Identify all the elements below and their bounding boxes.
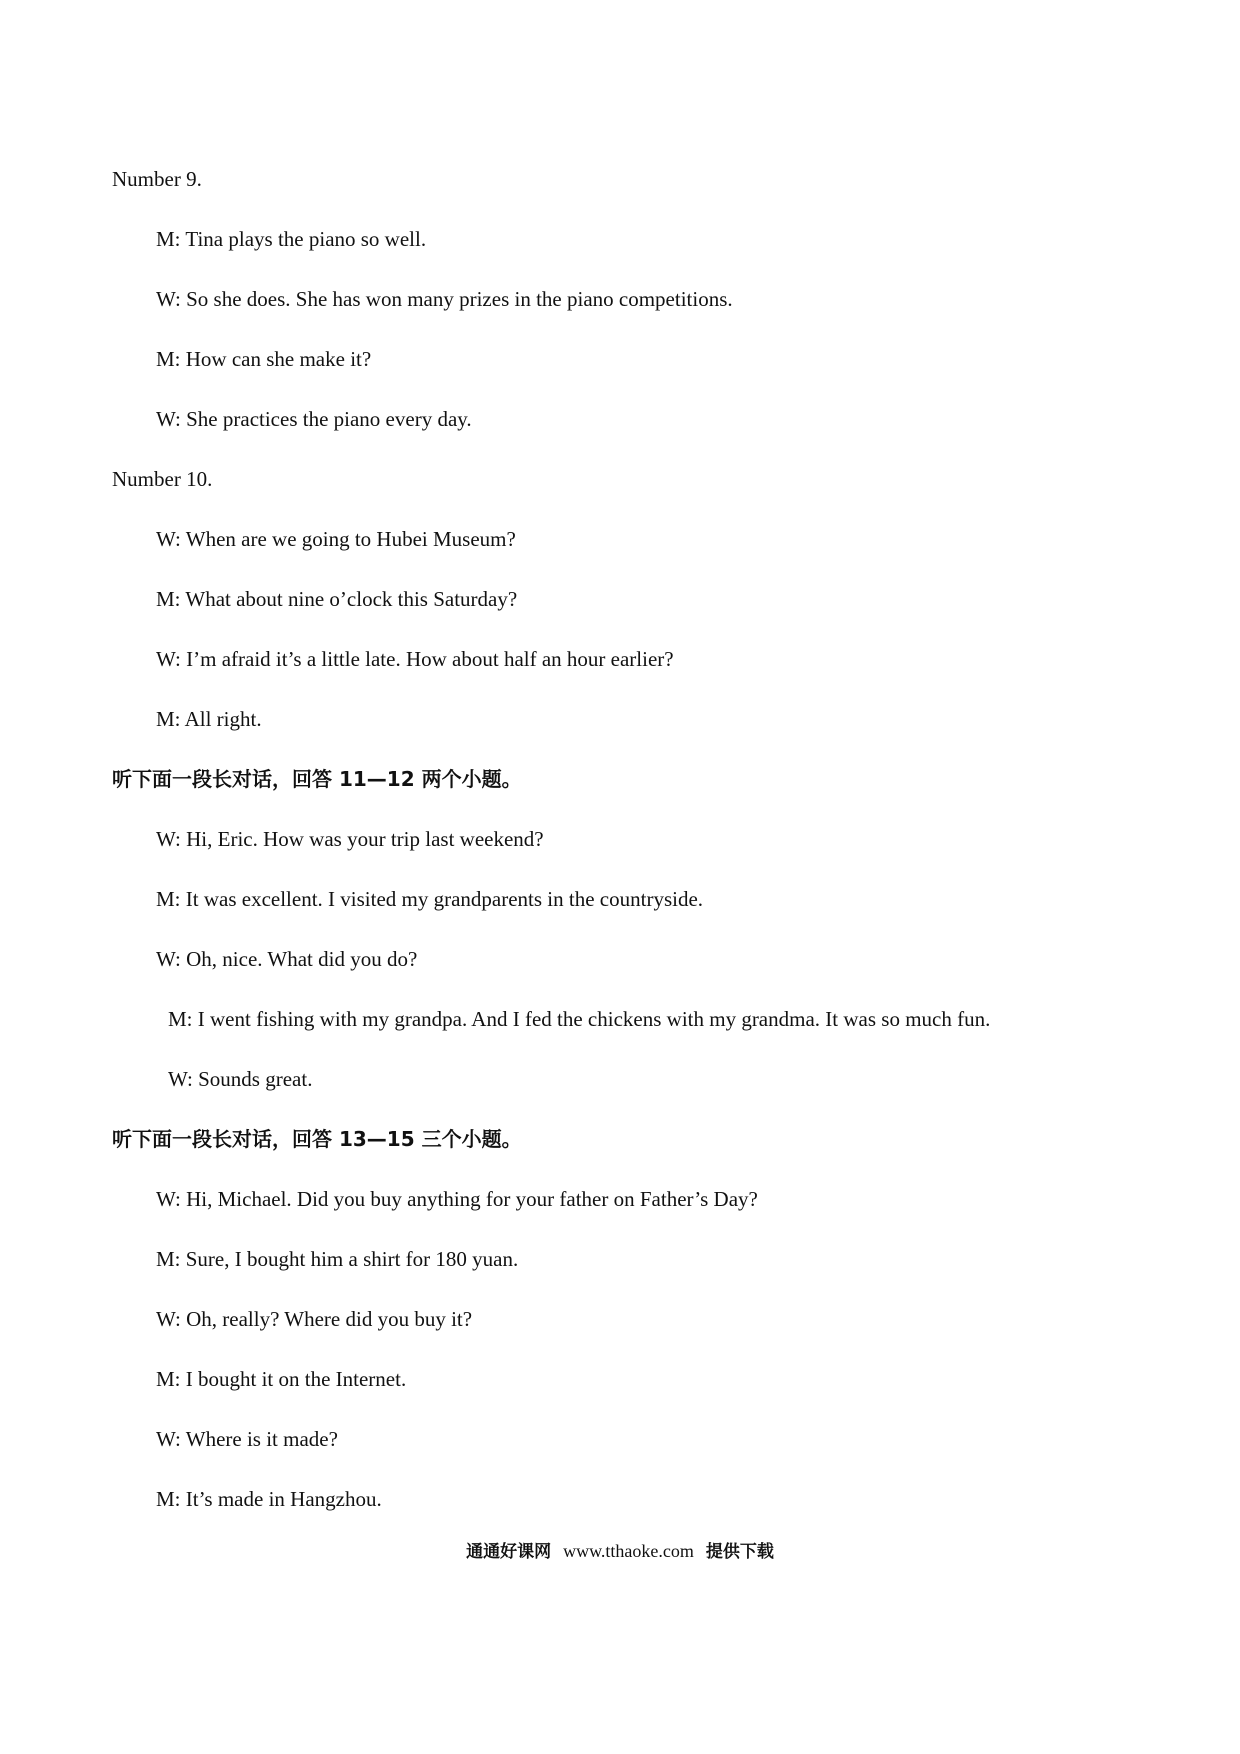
dialog-line: W: I’m afraid it’s a little late. How about half an hour earlier? bbox=[156, 647, 674, 671]
section-heading-number-9: Number 9. bbox=[112, 167, 202, 191]
dialog-line: M: How can she make it? bbox=[156, 347, 372, 371]
page-footer bbox=[0, 1539, 1240, 1564]
dialog-line: W: So she does. She has won many prizes in the piano competitions. bbox=[156, 287, 733, 311]
dialog-line: M: All right. bbox=[156, 707, 262, 731]
dialog-line: W: Hi, Eric. How was your trip last weekend? bbox=[156, 827, 544, 851]
dialog-line: M: Sure, I bought him a shirt for 180 yuan. bbox=[156, 1247, 519, 1271]
dialog-line: W: Sounds great. bbox=[168, 1067, 313, 1091]
section-heading-questions-13-15: 听下面一段长对话，回答 13—15 三个小题。 bbox=[112, 1127, 522, 1151]
dialog-line: M: What about nine o’clock this Saturday? bbox=[156, 587, 518, 611]
dialog-line: W: She practices the piano every day. bbox=[156, 407, 472, 431]
footer-suffix: 提供下载 bbox=[705, 1542, 774, 1562]
dialog-line: W: Hi, Michael. Did you buy anything for your father on Father’s Day? bbox=[156, 1187, 758, 1211]
dialog-line: W: Oh, really? Where did you buy it? bbox=[156, 1307, 473, 1331]
section-heading-questions-11-12: 听下面一段长对话，回答 11—12 两个小题。 bbox=[112, 767, 522, 791]
dialog-line: W: When are we going to Hubei Museum? bbox=[156, 527, 516, 551]
dialog-line: M: It’s made in Hangzhou. bbox=[156, 1487, 382, 1511]
dialog-line: W: Oh, nice. What did you do? bbox=[156, 947, 418, 971]
footer-site-name: 通通好课网 bbox=[466, 1542, 552, 1562]
dialog-line: M: Tina plays the piano so well. bbox=[156, 227, 427, 251]
section-heading-number-10: Number 10. bbox=[112, 467, 213, 491]
dialog-line: M: I bought it on the Internet. bbox=[156, 1367, 407, 1391]
dialog-line: W: Where is it made? bbox=[156, 1427, 338, 1451]
dialog-line: M: It was excellent. I visited my grandparents in the countryside. bbox=[156, 887, 704, 911]
dialog-line: M: I went fishing with my grandpa. And I fed the chickens with my grandma. It was so much fun. bbox=[168, 1007, 991, 1031]
footer-url: www.tthaoke.com bbox=[563, 1541, 694, 1561]
